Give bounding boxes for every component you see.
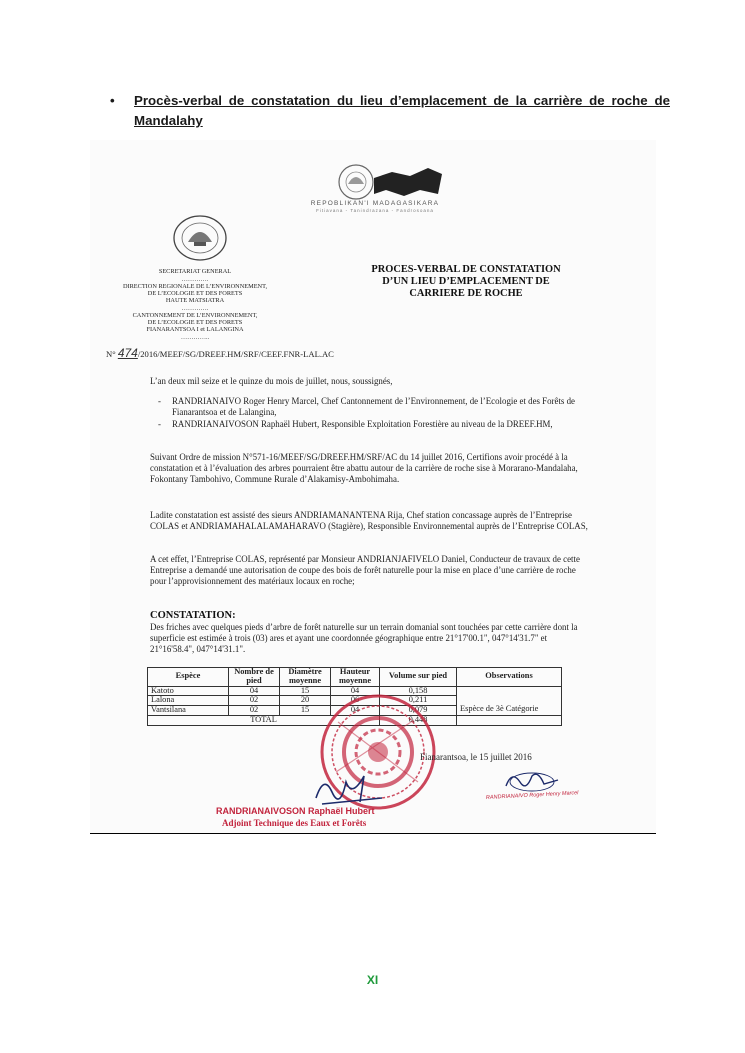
cell-observation: Espèce de 3è Catégorie bbox=[457, 686, 562, 715]
cell-hauteur: 06 bbox=[331, 696, 380, 706]
header-nombre: Nombre de pied bbox=[229, 668, 280, 687]
cell-diametre: 20 bbox=[280, 696, 331, 706]
cell-volume: 0,211 bbox=[380, 696, 457, 706]
flag-icon bbox=[374, 168, 442, 196]
constatation-paragraph: Des friches avec quelques pieds d’arbre de forêt naturelle sur un terrain domanial sont touchées par cette carrière dont la superficie est estimée à trois (03) ares et ayant une coordonnée géographique entre 21°17'00.1", 047°14'31.7" et 21°16'58.4", 047°14'31.1". bbox=[150, 622, 578, 654]
total-value: 0,448 bbox=[380, 715, 457, 725]
reference-number bbox=[106, 346, 334, 360]
cell-diametre: 15 bbox=[280, 686, 331, 696]
section-heading-text: Procès-verbal de constatation du lieu d’emplacement de la carrière de roche de Mandalahy bbox=[134, 93, 670, 128]
constatation-heading: CONSTATATION: bbox=[150, 610, 236, 621]
republic-flag-emblem bbox=[334, 160, 444, 204]
left-signature-icon bbox=[312, 768, 392, 808]
total-label: TOTAL bbox=[148, 715, 380, 725]
reference-handwritten-number: 474 bbox=[117, 346, 138, 360]
cell-volume: 0,158 bbox=[380, 686, 457, 696]
cell-hauteur: 04 bbox=[331, 706, 380, 716]
republic-motto: Fitiavana - Tanindrazana - Fandrosoana bbox=[316, 208, 434, 213]
mission-paragraph: Suivant Ordre de mission N°571-16/MEEF/SG/DREEF.HM/SRF/AC du 14 juillet 2016, Certifions avoir procédé à la constatation et à l’évaluation des arbres pourraient être abattu autour de la carrière de roche sise à Morarano-Mandalaha, Fokontany Tambohivo, Commune Rurale d’Alakamisy-Ambohimaha. bbox=[150, 452, 578, 484]
signatory-item-2: - RANDRIANAIVOSON Raphaël Hubert, Responsible Exploitation Forestière au niveau de la DREEF.HM, bbox=[158, 419, 553, 429]
admin-line-9: FIANARANTSOA I et LALANGINA bbox=[146, 326, 244, 333]
admin-line-4: DE L’ECOLOGIE ET DES FORETS bbox=[147, 290, 243, 297]
right-signatory-name: RANDRIANAIVO Roger Henry Marcel bbox=[485, 790, 579, 801]
admin-line-8: DE L’ECOLOGIE ET DES FORETS bbox=[147, 319, 243, 326]
cell-nombre: 02 bbox=[229, 696, 280, 706]
cell-nombre: 02 bbox=[229, 706, 280, 716]
admin-line-6: …………. bbox=[181, 305, 209, 312]
table-header-row bbox=[148, 668, 562, 687]
date-place: Fianarantsoa, le 15 juillet 2016 bbox=[420, 752, 532, 762]
admin-line-7: CANTONNEMENT DE L’ENVIRONNEMENT, bbox=[132, 312, 258, 319]
signatory-item-1: - RANDRIANAIVO Roger Henry Marcel, Chef Cantonnement de l’Environnement, de l’Ecologie et des Forêts de Fianarantsoa et de Lalangina, bbox=[158, 396, 575, 417]
header-observations: Observations bbox=[457, 668, 562, 687]
signatory-2-text: RANDRIANAIVOSON Raphaël Hubert, Responsible Exploitation Forestière au niveau de la DREEF.HM, bbox=[172, 419, 553, 429]
pv-title-line-3: CARRIERE DE ROCHE bbox=[409, 288, 523, 299]
pv-title-line-1: PROCES-VERBAL DE CONSTATATION bbox=[371, 264, 561, 275]
admin-line-10: ………….. bbox=[180, 334, 210, 341]
pv-title bbox=[352, 264, 580, 300]
reference-suffix: /2016/MEEF/SG/DREEF.HM/SRF/CEEF.FNR-LAL.AC bbox=[137, 349, 334, 359]
header-volume: Volume sur pied bbox=[380, 668, 457, 687]
cell-espece: Katoto bbox=[148, 686, 229, 696]
admin-line-2: …………. bbox=[181, 276, 209, 283]
reference-prefix: N° bbox=[106, 349, 116, 359]
cell-espece: Vantsilana bbox=[148, 706, 229, 716]
admin-line-1: SECRETARIAT GENERAL bbox=[158, 268, 232, 275]
admin-line-5: HAUTE MATSIATRA bbox=[165, 297, 225, 304]
cell-volume: 0,079 bbox=[380, 706, 457, 716]
assist-paragraph: Ladite constatation est assisté des sieurs ANDRIAMANANTENA Rija, Chef station concassage auprès de l’Entreprise COLAS et ANDRIAMAHALALAMAHARAVO (Stagière), Responsible Environnemental auprès de l’Entreprise COLAS, bbox=[150, 510, 588, 531]
left-signatory-name: RANDRIANAIVOSON Raphaël Hubert bbox=[216, 806, 375, 816]
effect-paragraph: A cet effet, l’Entreprise COLAS, représenté par Monsieur ANDRIANJAFIVELO Daniel, Conducteur de travaux de cette Entreprise a demandé une autorisation de coupe des bois de forêt naturelle pour la mise en place d’une carrière de roche pour l’approvisionnement des matériaux locaux en roche; bbox=[150, 554, 580, 586]
header-hauteur: Hauteur moyenne bbox=[331, 668, 380, 687]
cell-espece: Lalona bbox=[148, 696, 229, 706]
bullet-marker: • bbox=[110, 93, 115, 108]
intro-paragraph: L’an deux mil seize et le quinze du mois de juillet, nous, soussignés, bbox=[150, 376, 393, 386]
cell-diametre: 15 bbox=[280, 706, 331, 716]
signatory-1-text: RANDRIANAIVO Roger Henry Marcel, Chef Cantonnement de l’Environnement, de l’Ecologie et des Forêts de Fianarantsoa et de Lalangina, bbox=[172, 396, 575, 417]
section-heading bbox=[110, 91, 670, 131]
footer-divider bbox=[90, 833, 656, 834]
pv-title-line-2: D’UN LIEU D’EMPLACEMENT DE bbox=[382, 276, 550, 287]
admin-line-3: DIRECTION REGIONALE DE L’ENVIRONNEMENT, bbox=[122, 283, 268, 290]
ministry-seal-icon bbox=[172, 214, 228, 262]
header-diametre: Diamètre moyenne bbox=[280, 668, 331, 687]
left-signatory-title: Adjoint Technique des Eaux et Forêts bbox=[222, 818, 367, 828]
page-number: XI bbox=[366, 973, 379, 987]
cell-nombre: 04 bbox=[229, 686, 280, 696]
header-espece: Espèce bbox=[148, 668, 229, 687]
republic-label: REPOBLIKAN'I MADAGASIKARA bbox=[310, 200, 440, 207]
cell-hauteur: 04 bbox=[331, 686, 380, 696]
